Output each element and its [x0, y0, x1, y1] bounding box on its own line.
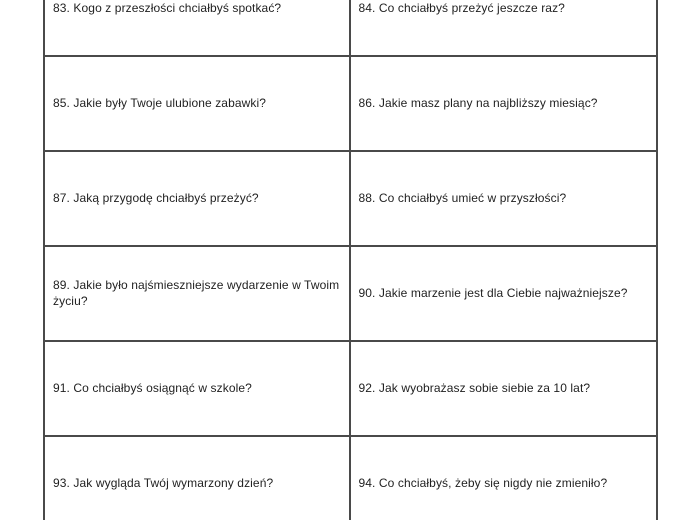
table-row-91-92: [45, 342, 656, 437]
table-row-83-84: [45, 0, 656, 57]
question-cell-87: [45, 152, 351, 245]
question-cell-85: [45, 57, 351, 150]
question-cell-84: [351, 0, 657, 55]
table-row-87-88: [45, 152, 656, 247]
question-cell-88: [351, 152, 657, 245]
question-text-85: 85. Jakie były Twoje ulubione zabawki?: [53, 95, 267, 110]
question-text-93: 93. Jak wygląda Twój wymarzony dzień?: [53, 475, 274, 490]
question-text-92: 92. Jak wyobrażasz sobie siebie za 10 lat?: [358, 380, 591, 395]
question-cell-93: [45, 437, 351, 520]
question-cell-89: [45, 247, 351, 340]
question-cell-90: [351, 247, 657, 340]
question-text-83: 83. Kogo z przeszłości chciałbyś spotkać?: [53, 0, 282, 15]
question-text-90: 90. Jakie marzenie jest dla Ciebie najważniejsze?: [358, 285, 628, 300]
table-row-93-94: [45, 437, 656, 520]
question-cell-83: [45, 0, 351, 55]
question-text-89: 89. Jakie było najśmieszniejsze wydarzenie w Twoim życiu?: [53, 277, 340, 308]
question-text-88: 88. Co chciałbyś umieć w przyszłości?: [358, 190, 567, 205]
question-cell-94: [351, 437, 657, 520]
question-text-84: 84. Co chciałbyś przeżyć jeszcze raz?: [358, 0, 565, 15]
table-row-89-90: [45, 247, 656, 342]
table-row-85-86: [45, 57, 656, 152]
question-text-87: 87. Jaką przygodę chciałbyś przeżyć?: [53, 190, 259, 205]
question-text-91: 91. Co chciałbyś osiągnąć w szkole?: [53, 380, 252, 395]
question-cell-86: [351, 57, 657, 150]
question-cell-91: [45, 342, 351, 435]
questions-table: [43, 0, 658, 520]
question-text-86: 86. Jakie masz plany na najbliższy miesiąc?: [358, 95, 598, 110]
question-text-94: 94. Co chciałbyś, żeby się nigdy nie zmieniło?: [358, 475, 608, 490]
question-cell-92: [351, 342, 657, 435]
